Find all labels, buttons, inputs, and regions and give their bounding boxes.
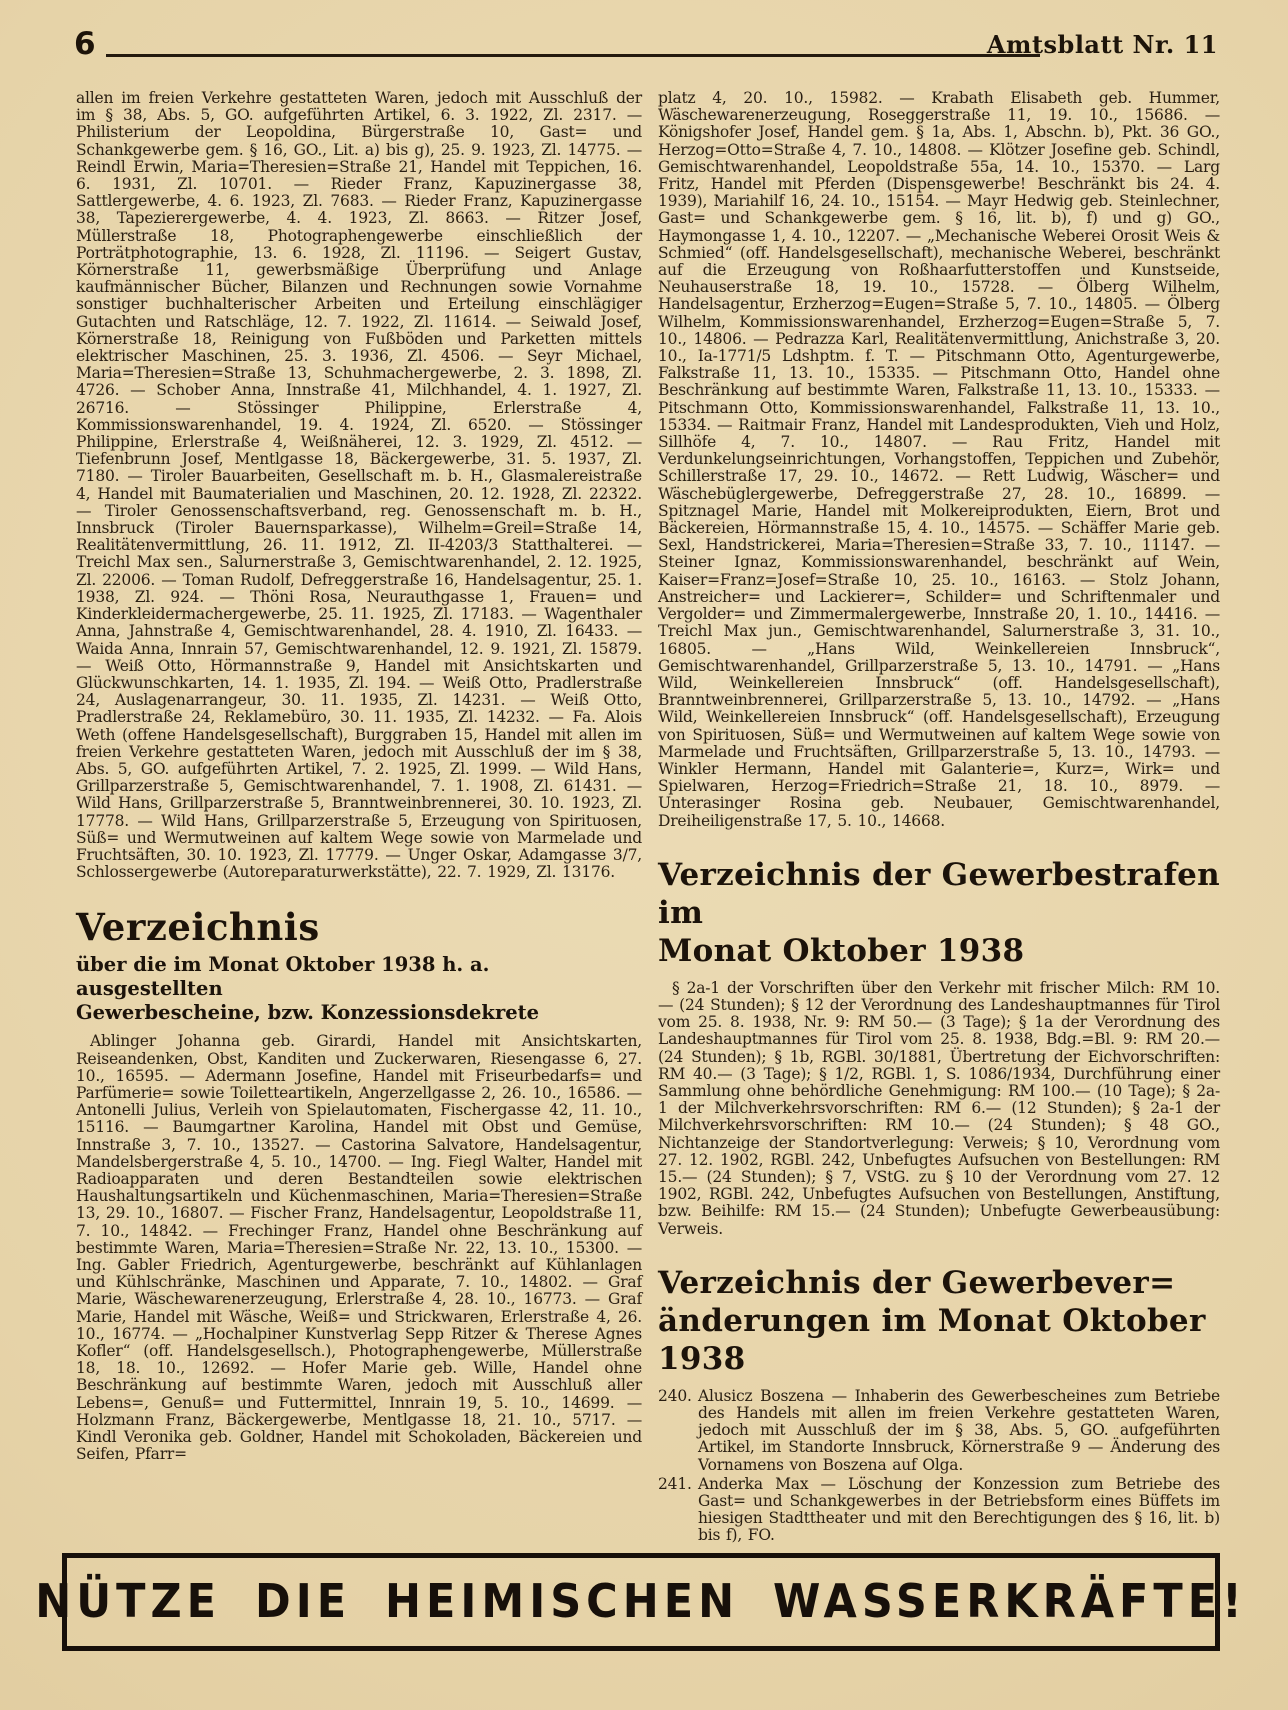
banner-text: NÜTZE DIE HEIMISCHEN WASSERKRÄFTE! (35, 1575, 1247, 1629)
licenses-section-body: Ablinger Johanna geb. Girardi, Handel mit Ansichtskarten, Reiseandenken, Obst, Kanditen und Zuckerwaren, Riesengasse 6, 27. 10., 16595. — Adermann Josefine, Handel mit Friseurbedarfs= und Parfümerie= sowie Toiletteartikeln, Angerzellgasse 2, 26. 10., 16586. — Antonelli Julius, Verleih von Spielautomaten, Fischergasse 42, 11. 10., 15116. — Baumgartner Karolina, Handel mit Obst und Gemüse, Innstraße 3, 7. 10., 13527. — Castorina Salvatore, Handelsagentur, Mandelsbergerstraße 4, 5. 10., 14700. — Ing. Fiegl Walter, Handel mit Radioapparaten und deren Bestandteilen sowie elektrischen Haushaltungsartikeln und Küchenmaschinen, Maria=Theresien=Straße 13, 29. 10., 16807. — Fischer Franz, Handelsagentur, Leopoldstraße 11, 7. 10., 14842. — Frechinger Franz, Handel ohne Beschränkung auf bestimmte Waren, Maria=Theresien=Straße Nr. 22, 13. 10., 15300. — Ing. Gabler Friedrich, Agenturgewerbe, beschränkt auf Kühlanlagen und Kühlschränke, Maschinen und Apparate, 7. 10., 14802. — Graf Marie, Wäschewarenerzeugung, Erlerstraße 4, 28. 10., 16773. — Graf Marie, Handel mit Wäsche, Weiß= und Strickwaren, Erlerstraße 4, 26. 10., 16774. — „Hochalpiner Kunstverlag Sepp Ritzer & Therese Agnes Kofler“ (off. Handelsgesellsch.), Photographengewerbe, Müllerstraße 18, 18. 10., 12692. — Hofer Marie geb. Wille, Handel ohne Beschränkung auf bestimmte Waren, jedoch mit Ausschluß aller Lebens=, Genuß= und Futtermittel, Innrain 19, 5. 10., 14699. — Holzmann Franz, Bäckergewerbe, Mentlgasse 18, 21. 10., 5717. — Kindl Veronika geb. Goldner, Handel mit Schokoladen, Bäckereien und Seifen, Pfarr= (76, 1032, 642, 1464)
licenses-section (76, 907, 642, 1463)
list-item (658, 1388, 1220, 1474)
licenses-section-title: Verzeichnis (76, 905, 320, 950)
penalties-section (658, 856, 1220, 1238)
changes-title-line2: änderungen im Monat Oktober 1938 (658, 1302, 1206, 1377)
changes-section (658, 1264, 1220, 1545)
masthead: Amtsblatt Nr. 11 (986, 30, 1218, 59)
changes-title-line1: Verzeichnis der Gewerbever= (658, 1264, 1176, 1301)
item-text: Alusicz Boszena — Inhaberin des Gewerbescheines zum Betriebe des Handels mit allen im freien Verkehre gestatteten Waren, jedoch mit Ausschluß der im § 38, Abs. 5, GO. aufgeführten Artikel, im Standorte Innsbruck, Körnerstraße 9 — Änderung des Vornamens von Boszena auf Olga. (698, 1386, 1220, 1474)
advertisement-banner (35, 1553, 1247, 1651)
penalties-section-title (658, 856, 1220, 970)
continuation-paragraph: allen im freien Verkehre gestatteten Waren, jedoch mit Ausschluß der im § 38, Abs. 5, GO. aufgeführten Artikel, 6. 3. 1922, Zl. 2317. — Philisterium der Leopoldina, Bürgerstraße 10, Gast= und Schankgewerbe gem. § 16, GO., Lit. a) bis g), 25. 9. 1923, Zl. 14775. — Reindl Erwin, Maria=Theresien=Straße 21, Handel mit Teppichen, 16. 6. 1931, Zl. 10701. — Rieder Franz, Kapuzinergasse 38, Sattlergewerbe, 4. 6. 1923, Zl. 7683. — Rieder Franz, Kapuzinergasse 38, Tapezierergewerbe, 4. 4. 1923, Zl. 8663. — Ritzer Josef, Müllerstraße 18, Photographengewerbe einschließlich der Porträtphotographie, 13. 6. 1928, Zl. 11196. — Seigert Gustav, Körnerstraße 11, gewerbsmäßige Überprüfung und Anlage kaufmännischer Bücher, Bilanzen und Rechnungen sowie Vornahme sonstiger buchhalterischer Arbeiten und Erteilung einschlägiger Gutachten und Ratschläge, 12. 7. 1922, Zl. 11614. — Seiwald Josef, Körnerstraße 18, Reinigung von Fußböden und Parketten mittels elektrischer Maschinen, 25. 3. 1936, Zl. 4506. — Seyr Michael, Maria=Theresien=Straße 13, Schuhmachergewerbe, 2. 3. 1898, Zl. 4726. — Schober Anna, Innstraße 41, Milchhandel, 4. 1. 1927, Zl. 26716. — Stössinger Philippine, Erlerstraße 4, Kommissionswarenhandel, 19. 4. 1924, Zl. 6520. — Stössinger Philippine, Erlerstraße 4, Weißnäherei, 12. 3. 1929, Zl. 4512. — Tiefenbrunn Josef, Mentlgasse 18, Bäckergewerbe, 31. 5. 1937, Zl. 7180. — Tiroler Bauarbeiten, Gesellschaft m. b. H., Glasmalereistraße 4, Handel mit Baumaterialien und Maschinen, 20. 12. 1928, Zl. 22322. — Tiroler Genossenschaftsverband, reg. Genossenschaft m. b. H., Innsbruck (Tiroler Bauernsparkasse), Wilhelm=Greil=Straße 14, Realitätenvermittlung, 26. 11. 1912, Zl. II-4203/3 Statthalterei. — Treichl Max sen., Salurnerstraße 3, Gemischtwarenhandel, 2. 12. 1925, Zl. 22006. — Toman Rudolf, Defreggerstraße 16, Handelsagentur, 25. 1. 1938, Zl. 924. — Thöni Rosa, Neurauthgasse 1, Frauen= und Kinderkleidermachergewerbe, 25. 11. 1925, Zl. 17183. — Wagenthaler Anna, Jahnstraße 4, Gemischtwarenhandel, 28. 4. 1910, Zl. 16433. — Waida Anna, Innrain 57, Gemischtwarenhandel, 12. 9. 1921, Zl. 15879. — Weiß Otto, Hörmannstraße 9, Handel mit Ansichtskarten und Glückwunschkarten, 14. 1. 1935, Zl. 194. — Weiß Otto, Pradlerstraße 24, Auslagenarrangeur, 30. 11. 1935, Zl. 14231. — Weiß Otto, Pradlerstraße 24, Reklamebüro, 30. 11. 1935, Zl. 14232. — Fa. Alois Weth (offene Handelsgesellschaft), Burggraben 15, Handel mit allen im freien Verkehre gestatteten Waren, jedoch mit Ausschluß der im § 38, Abs. 5, GO. aufgeführten Artikel, 7. 2. 1925, Zl. 1999. — Wild Hans, Grillparzerstraße 5, Gemischtwarenhandel, 7. 1. 1908, Zl. 61431. — Wild Hans, Grillparzerstraße 5, Branntweinbrennerei, 30. 10. 1923, Zl. 17778. — Wild Hans, Grillparzerstraße 5, Erzeugung von Spirituosen, Süß= und Wermutweinen auf kaltem Wege sowie von Marmelade und Fruchtsäften, 30. 10. 1923, Zl. 17779. — Unger Oskar, Adamgasse 3/7, Schlossergewerbe (Autoreparaturwerkstätte), 22. 7. 1929, Zl. 13176. (76, 89, 642, 882)
penalties-section-body: § 2a-1 der Vorschriften über den Verkehr mit frischer Milch: RM 10.— (24 Stunden); § 12 der Verordnung des Landeshauptmannes für Tirol vom 25. 8. 1938, Nr. 9: RM 50.— (3 Tage); § 1a der Verordnung des Landeshauptmannes für Tirol vom 25. 8. 1938, Bdg.=Bl. 9: RM 20.— (24 Stunden); § 1b, RGBl. 30/1881, Übertretung der Eichvorschriften: RM 40.— (3 Tage); § 1/2, RGBl. 1, S. 1086/1934, Durchführung einer Sammlung ohne behördliche Genehmigung: RM 100.— (10 Tage); § 2a-1 der Milchverkehrsvorschriften: RM 6.— (12 Stunden); § 2a-1 der Milchverkehrsvorschriften: RM 10.— (24 Stunden); § 48 GO., Nichtanzeige der Standortverlegung: Verweis; § 10, Verordnung vom 27. 12. 1902, RGBl. 242, Unbefugtes Aufsuchen von Bestellungen: RM 15.— (24 Stunden); § 7, VStG. zu § 10 der Verordnung vom 27. 12 1902, RGBl. 242, Unbefugtes Aufsuchen von Bestellungen, Anstiftung, bzw. Beihilfe: RM 15.— (24 Stunden); Unbefugte Gewerbeausübung: Verweis. (658, 978, 1220, 1238)
page-number: 6 (74, 26, 96, 62)
penalties-title-line1: Verzeichnis der Gewerbestrafen im (658, 856, 1220, 931)
continuation-paragraph: platz 4, 20. 10., 15982. — Krabath Elisabeth geb. Hummer, Wäschewarenerzeugung, Roseggerstraße 11, 19. 10., 15686. — Königshofer Josef, Handel gem. § 1a, Abs. 1, Abschn. b), Pkt. 36 GO., Herzog=Otto=Straße 4, 7. 10., 14808. — Klötzer Josefine geb. Schindl, Gemischtwarenhandel, Leopoldstraße 55a, 14. 10., 15370. — Larg Fritz, Handel mit Pferden (Dispensgewerbe! Beschränkt bis 24. 4. 1939), Mariahilf 16, 24. 10., 15154. — Mayr Hedwig geb. Steinlechner, Gast= und Schankgewerbe gem. § 16, lit. b), f) und g) GO., Haymongasse 1, 4. 10., 12207. — „Mechanische Weberei Orosit Weis & Schmied“ (off. Handelsgesellschaft), mechanische Weberei, beschränkt auf die Erzeugung von Roßhaarfutterstoffen und Kunstseide, Neuhauserstraße 18, 19. 10., 15728. — Ölberg Wilhelm, Handelsagentur, Erzherzog=Eugen=Straße 5, 7. 10., 14805. — Ölberg Wilhelm, Kommissionswarenhandel, Erzherzog=Eugen=Straße 5, 7. 10., 14806. — Pedrazza Karl, Realitätenvermittlung, Anichstraße 3, 20. 10., Ia-1771/5 Ldshptm. f. T. — Pitschmann Otto, Agenturgewerbe, Falkstraße 11, 13. 10., 15335. — Pitschmann Otto, Handel ohne Beschränkung auf bestimmte Waren, Falkstraße 11, 13. 10., 15333. — Pitschmann Otto, Kommissionswarenhandel, Falkstraße 11, 13. 10., 15334. — Raitmair Franz, Handel mit Landesprodukten, Vieh und Holz, Sillhöfe 4, 7. 10., 14807. — Rau Fritz, Handel mit Verdunkelungseinrichtungen, Vorhangstoffen, Teppichen und Zubehör, Schillerstraße 17, 29. 10., 14672. — Rett Ludwig, Wäscher= und Wäschebüglergewerbe, Defreggerstraße 27, 28. 10., 16899. — Spitznagel Marie, Handel mit Molkereiprodukten, Eiern, Brot und Bäckereien, Hörmannstraße 15, 4. 10., 14575. — Schäffer Marie geb. Sexl, Handstrickerei, Maria=Theresien=Straße 33, 7. 10., 11147. — Steiner Ignaz, Kommissionswarenhandel, beschränkt auf Wein, Kaiser=Franz=Josef=Straße 10, 25. 10., 16163. — Stolz Johann, Anstreicher= und Lackierer=, Schilder= und Schriftenmaler und Vergolder= und Zimmermalergewerbe, Innstraße 20, 1. 10., 14416. — Treichl Max jun., Gemischtwarenhandel, Salurnerstraße 3, 31. 10., 16805. — „Hans Wild, Weinkellereien Innsbruck“, Gemischtwarenhandel, Grillparzerstraße 5, 13. 10., 14791. — „Hans Wild, Weinkellereien Innsbruck“ (off. Handelsgesellschaft), Branntweinbrennerei, Grillparzerstraße 5, 13. 10., 14792. — „Hans Wild, Weinkellereien Innsbruck“ (off. Handelsgesellschaft), Erzeugung von Spirituosen, Süß= und Wermutweinen auf kaltem Wege sowie von Marmelade und Fruchtsäften, Grillparzerstraße 5, 13. 10., 14793. — Winkler Hermann, Handel mit Galanterie=, Kurz=, Wirk= und Spielwaren, Herzog=Friedrich=Straße 21, 18. 10., 8979. — Unterasinger Rosina geb. Neubauer, Gemischtwarenhandel, Dreiheiligenstraße 17, 5. 10., 14668. (658, 89, 1220, 830)
licenses-section-subtitle (76, 953, 642, 1025)
header-rule (106, 54, 1040, 57)
list-item (658, 1476, 1220, 1545)
item-number: 241. (658, 1474, 692, 1493)
licenses-subtitle-line2: Gewerbescheine, bzw. Konzessionsdekrete (76, 1001, 540, 1025)
changes-section-title (658, 1264, 1220, 1378)
left-column (76, 90, 642, 1463)
licenses-subtitle-line1: über die im Monat Oktober 1938 h. a. ausgestellten (76, 953, 490, 1001)
right-column (658, 90, 1220, 1545)
penalties-title-line2: Monat Oktober 1938 (658, 932, 1025, 969)
changes-list (658, 1388, 1220, 1545)
item-number: 240. (658, 1386, 692, 1405)
item-text: Anderka Max — Löschung der Konzession zum Betriebe des Gast= und Schankgewerbes in der Betriebsform eines Büffets im hiesigen Stadttheater und mit den Berechtigungen des § 16, lit. b) bis f), FO. (698, 1474, 1220, 1545)
